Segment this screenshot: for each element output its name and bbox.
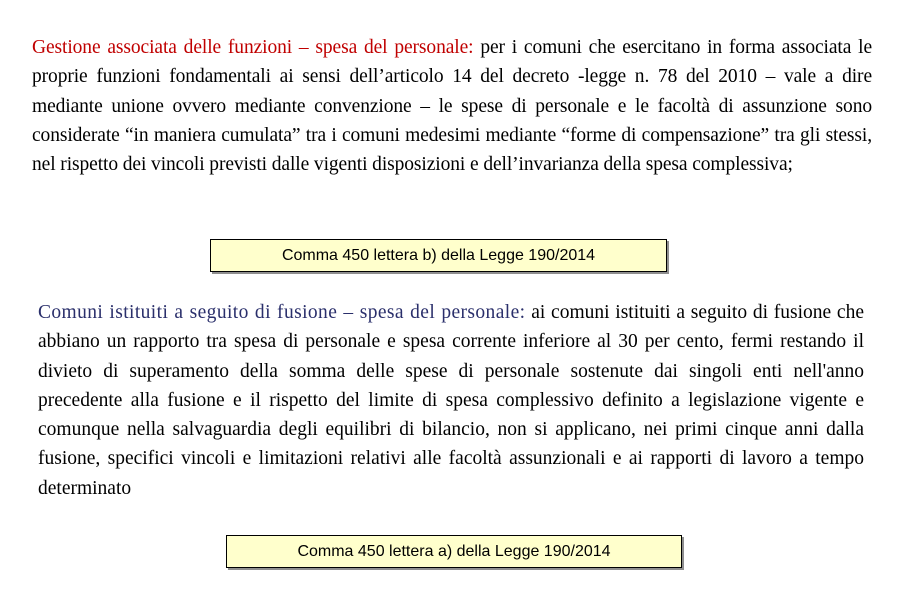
- paragraph-lead-heading: Gestione associata delle funzioni – spesa del personale:: [32, 37, 474, 58]
- reference-box-comma-450-a: Comma 450 lettera a) della Legge 190/2014: [226, 535, 682, 568]
- paragraph-gestione-associata: [32, 33, 872, 179]
- paragraph-body-text: per i comuni che esercitano in forma associata le proprie funzioni fondamentali ai sensi dell’articolo 14 del decreto -legge n. 78 del 2010 – vale a dire mediante unione ovvero mediante convenzione – le spese di personale e le facoltà di assunzione sono considerate “in maniera cumulata” tra i comuni medesimi mediante “forme di compensazione” tra gli stessi, nel rispetto dei vincoli previsti dalle vigenti disposizioni e dell’invarianza della spesa complessiva;: [32, 37, 872, 176]
- paragraph-lead-heading: Comuni istituiti a seguito di fusione – spesa del personale:: [38, 302, 526, 323]
- reference-box-comma-450-b: Comma 450 lettera b) della Legge 190/2014: [210, 239, 667, 272]
- paragraph-comuni-fusione: [38, 298, 864, 503]
- paragraph-body-text: ai comuni istituiti a seguito di fusione che abbiano un rapporto tra spesa di personale e spesa corrente inferiore al 30 per cento, fermi restando il divieto di superamento della somma delle spese di personale sostenute dai singoli enti nell'anno precedente alla fusione e il rispetto del limite di spesa complessivo definito a legislazione vigente e comunque nella salvaguardia degli equilibri di bilancio, non si applicano, nei primi cinque anni dalla fusione, specifici vincoli e limitazioni relativi alle facoltà assunzionali e ai rapporti di lavoro a tempo determinato: [38, 302, 864, 499]
